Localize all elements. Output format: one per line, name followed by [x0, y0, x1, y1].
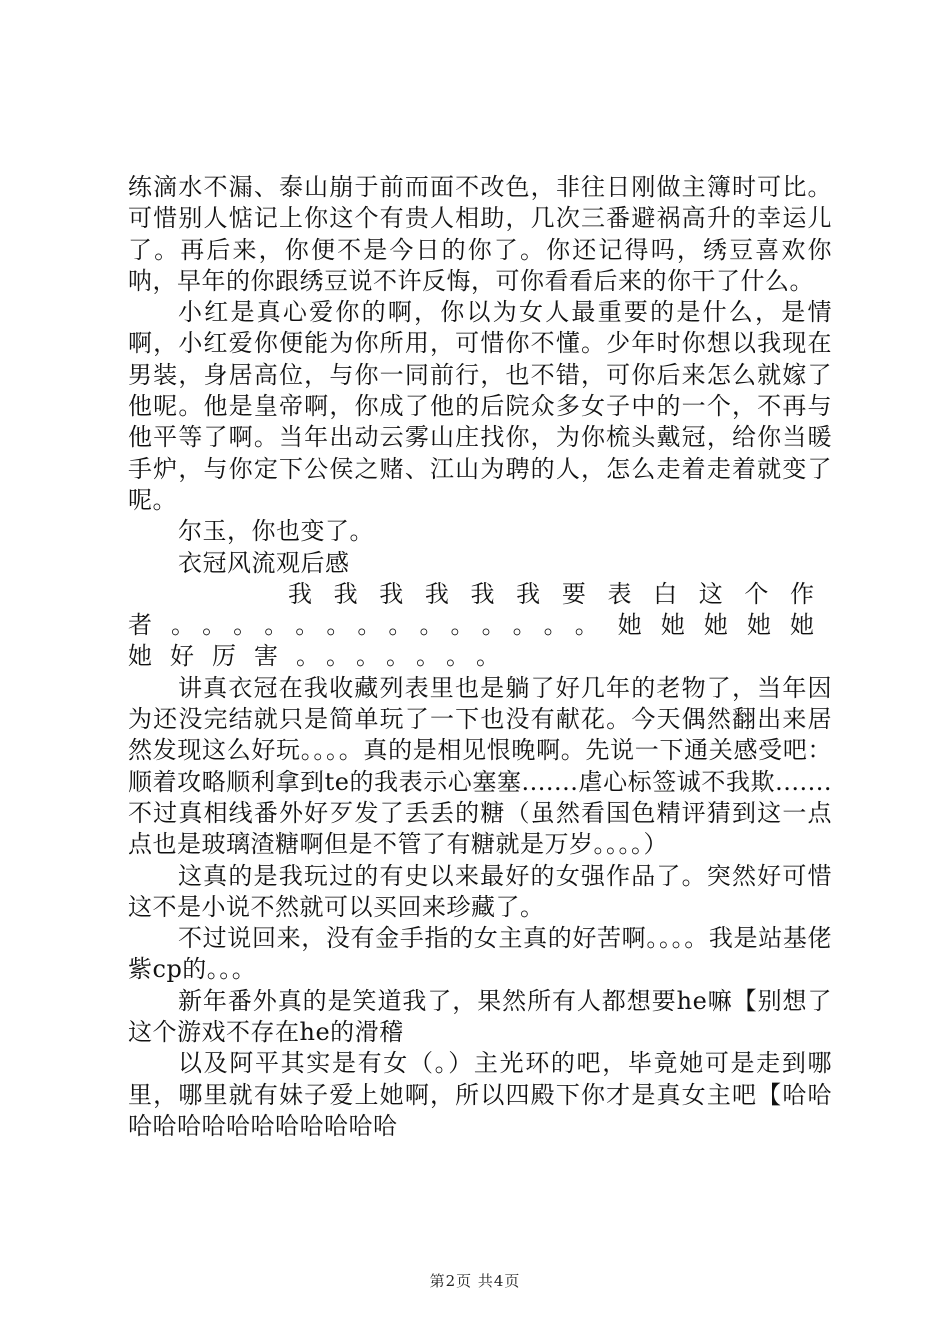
paragraph-5: 我我我我我我要表白这个作者。。。。。。。。。。。。。。她她她她她她好厉害。。。。。。。: [128, 579, 832, 671]
paragraph-3: 尔玉，你也变了。: [178, 517, 374, 546]
paragraph-6: 讲真衣冠在我收藏列表里也是躺了好几年的老物了，当年因为还没完结就只是简单玩了一下也没有献花。今天偶然翻出来居然发现这么好玩。。。。真的是相见恨晚啊。先说一下通关感受吧：顺着攻略顺利拿到te的我表示心塞塞.......虐心标签诚不我欺.......不过真相线番外好歹发了丢丢的糖（虽然看国色精评猜到这一点点也是玻璃渣糖啊但是不管了有糖就是万岁。。。。）: [128, 673, 832, 859]
paragraph-10: 以及阿平其实是有女（。）主光环的吧，毕竟她可是走到哪里，哪里就有妹子爱上她啊，所以四殿下你才是真女主吧【哈哈哈哈哈哈哈哈哈哈哈哈哈: [128, 1049, 832, 1140]
document-body: [128, 172, 832, 1142]
paragraph-9: 新年番外真的是笑道我了，果然所有人都想要he嘛【别想了这个游戏不存在he的滑稽: [128, 986, 832, 1047]
paragraph-2: 小红是真心爱你的啊，你以为女人最重要的是什么，是情啊，小红爱你便能为你所用，可惜你不懂。少年时你想以我现在男装，身居高位，与你一同前行，也不错，可你后来怎么就嫁了他呢。他是皇帝啊，你成了他的后院众多女子中的一个，不再与他平等了啊。当年出动云雾山庄找你，为你梳头戴冠，给你当暖手炉，与你定下公侯之赌、江山为聘的人，怎么走着走着就变了呢。: [128, 298, 832, 514]
paragraph-8: 不过说回来，没有金手指的女主真的好苦啊。。。。我是站基佬紫cp的。。。: [128, 924, 832, 984]
section-heading: 衣冠风流观后感: [178, 548, 350, 577]
paragraph-7: 这真的是我玩过的有史以来最好的女强作品了。突然好可惜这不是小说不然就可以买回来珍藏了。: [128, 861, 832, 921]
paragraph-1: 练滴水不漏、泰山崩于前而面不改色，非往日刚做主簿时可比。可惜别人惦记上你这个有贵人相助，几次三番避祸高升的幸运儿了。再后来，你便不是今日的你了。你还记得吗，绣豆喜欢你呐，早年的你跟绣豆说不许反悔，可你看看后来的你干了什么。: [128, 173, 832, 295]
page-footer: 第2页 共4页: [429, 1272, 521, 1290]
